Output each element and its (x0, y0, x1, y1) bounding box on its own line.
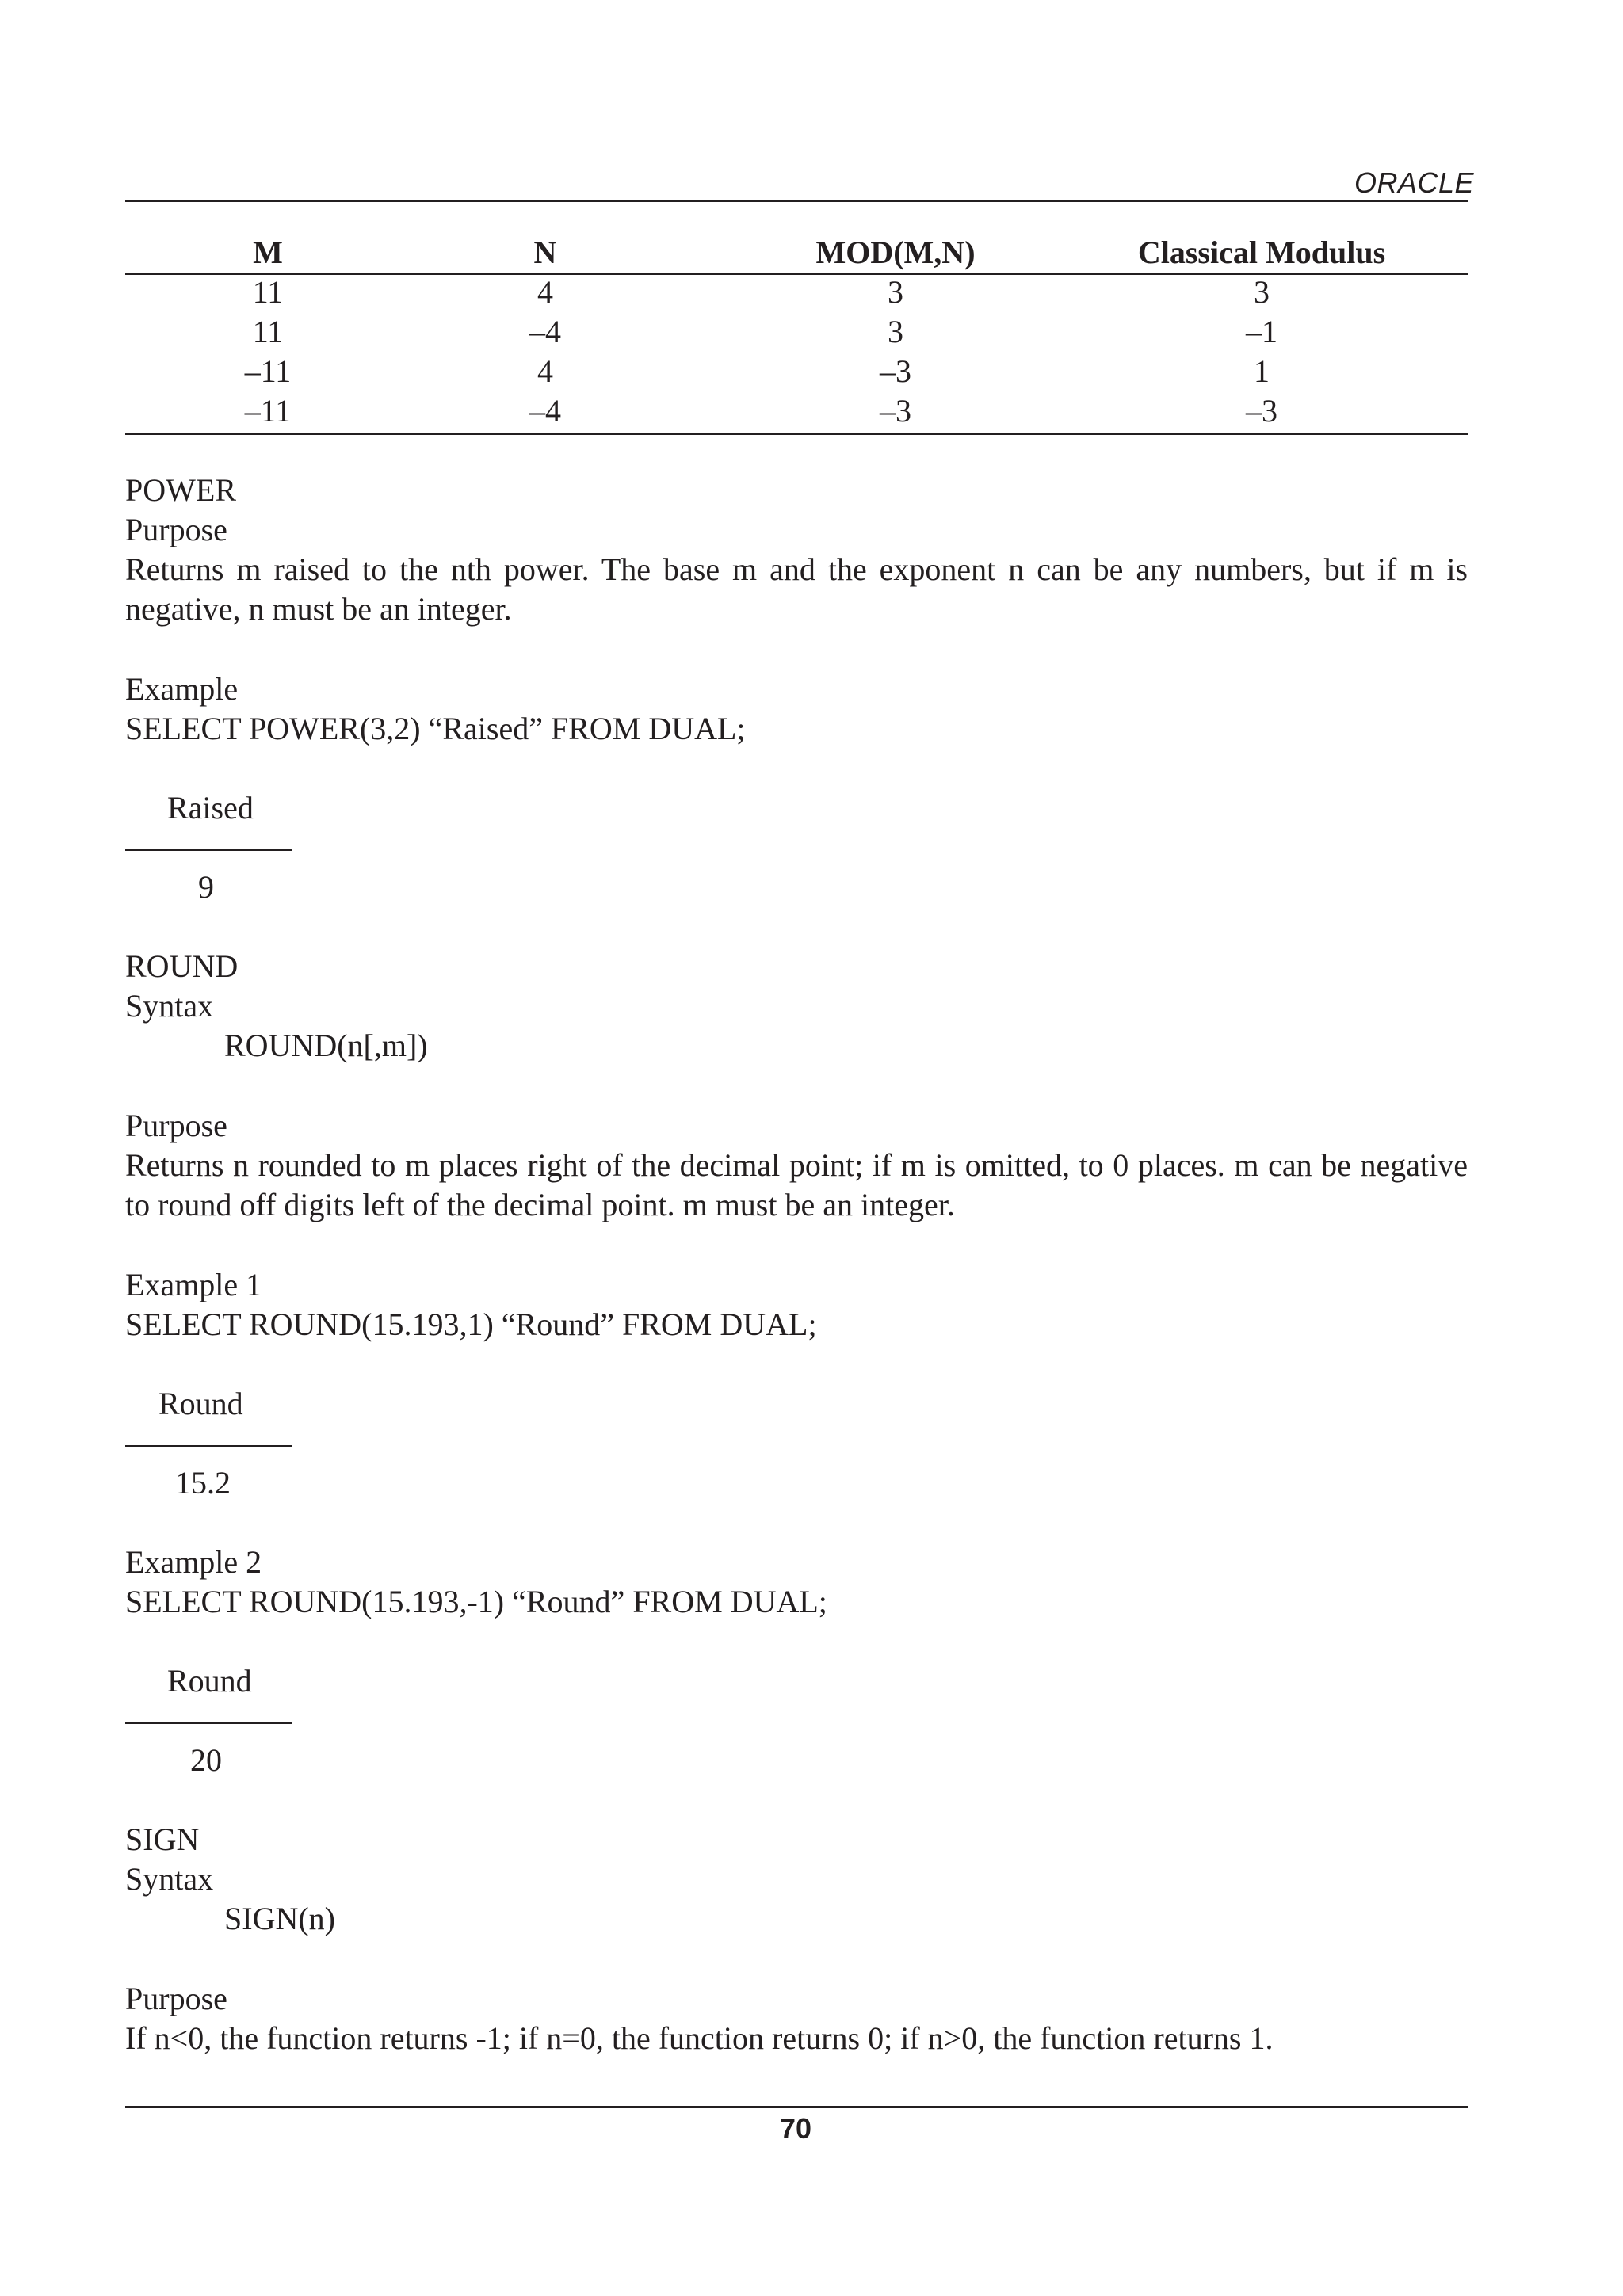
result-column-header: Round (158, 1386, 243, 1421)
page-number: 70 (779, 2112, 812, 2145)
table-bottom-rule (125, 433, 1468, 435)
round-syntax: ROUND(n[,m]) (224, 1028, 428, 1063)
round-example-1-query: SELECT ROUND(15.193,1) “Round” FROM DUAL; (125, 1306, 817, 1342)
table-header-row (125, 233, 1468, 273)
sign-syntax: SIGN(n) (224, 1901, 335, 1936)
purpose-label: Purpose (125, 1108, 227, 1143)
table-cell: 1 (1254, 353, 1270, 389)
result-value: 15.2 (175, 1465, 231, 1501)
column-header-m: M (253, 235, 283, 270)
table-cell: –4 (529, 314, 561, 349)
table-row (125, 312, 1468, 352)
table-cell: –11 (244, 353, 292, 389)
column-header-classical-modulus: Classical Modulus (1137, 235, 1386, 270)
section-heading-round: ROUND (125, 948, 239, 984)
table-cell: 3 (888, 314, 903, 349)
table-row (125, 352, 1468, 391)
purpose-label: Purpose (125, 1981, 227, 2016)
table-cell: 11 (252, 314, 284, 349)
table-row (125, 391, 1468, 431)
table-cell: –3 (1246, 393, 1277, 429)
syntax-label: Syntax (125, 1861, 214, 1897)
example-label: Example (125, 671, 239, 707)
table-cell: 11 (252, 274, 284, 310)
column-header-mod: MOD(M,N) (815, 235, 976, 270)
result-rule (125, 1445, 292, 1447)
result-column-header: Raised (167, 790, 254, 826)
table-cell: 4 (537, 274, 553, 310)
purpose-label: Purpose (125, 512, 227, 547)
table-cell: –1 (1246, 314, 1277, 349)
result-column-header: Round (167, 1663, 252, 1699)
running-header: ORACLE (1354, 166, 1474, 199)
round-purpose-text: Returns n rounded to m places right of the decimal point; if m is omitted, to 0 places. m can be negative to round off digits left of the decimal point. m must be an integer. (125, 1147, 1468, 1222)
section-heading-power: POWER (125, 472, 236, 508)
table-cell: –3 (880, 393, 911, 429)
table-cell: –4 (529, 393, 561, 429)
example-2-label: Example 2 (125, 1544, 262, 1580)
result-rule (125, 849, 292, 851)
table-cell: 3 (1254, 274, 1270, 310)
round-example-2-query: SELECT ROUND(15.193,-1) “Round” FROM DUAL; (125, 1584, 827, 1619)
header-rule (125, 200, 1468, 202)
example-1-label: Example 1 (125, 1267, 262, 1302)
table-cell: 3 (888, 274, 903, 310)
result-value: 20 (190, 1742, 222, 1778)
result-rule (125, 1722, 292, 1724)
table-cell: –3 (880, 353, 911, 389)
sign-purpose-text: If n<0, the function returns -1; if n=0, the function returns 0; if n>0, the function returns 1. (125, 2020, 1274, 2056)
table-cell: 4 (537, 353, 553, 389)
power-purpose-text: Returns m raised to the nth power. The base m and the exponent n can be any numbers, but if m is negative, n must be an integer. (125, 551, 1468, 627)
power-example-query: SELECT POWER(3,2) “Raised” FROM DUAL; (125, 711, 746, 746)
footer-rule (125, 2106, 1468, 2108)
column-header-n: N (533, 235, 557, 270)
syntax-label: Syntax (125, 988, 214, 1024)
result-value: 9 (198, 869, 214, 905)
section-heading-sign: SIGN (125, 1821, 200, 1857)
table-row (125, 273, 1468, 312)
table-cell: –11 (244, 393, 292, 429)
